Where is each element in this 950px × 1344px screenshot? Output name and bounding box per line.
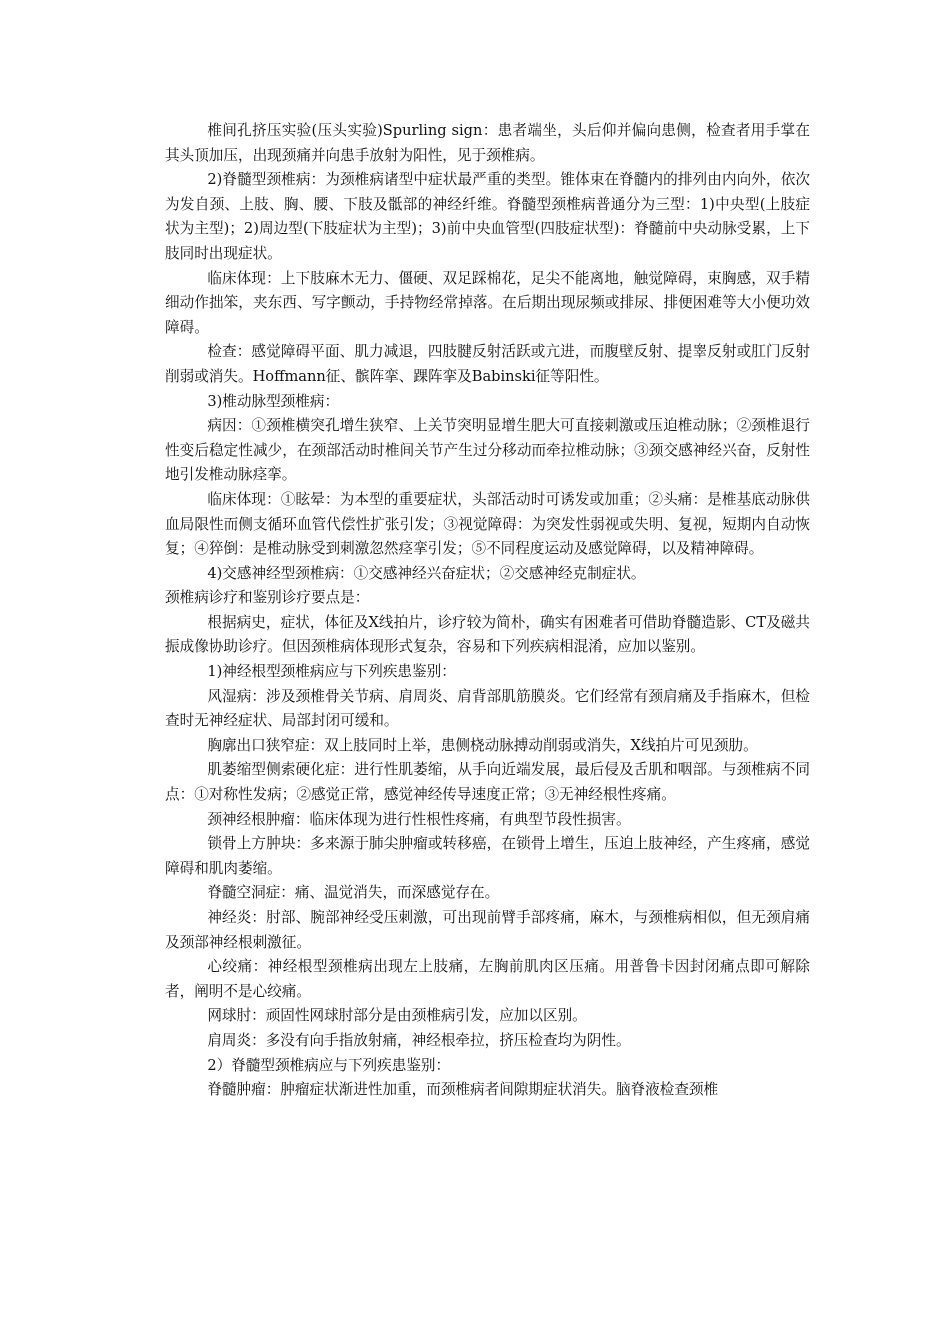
paragraph: 锁骨上方肿块：多来源于肺尖肿瘤或转移癌，在锁骨上增生，压迫上肢神经，产生疼痛，感觉障碍和肌肉萎缩。 bbox=[165, 835, 810, 877]
paragraph: 胸廓出口狭窄症：双上肢同时上举，患侧桡动脉搏动削弱或消失，X线拍片可见颈肋。 bbox=[207, 736, 758, 754]
paragraph: 临床体现：上下肢麻木无力、僵硬、双足踩棉花，足尖不能离地，触觉障碍，束胸感，双手精细动作拙笨，夹东西、写字颤动，手持物经常掉落。在后期出现尿频或排尿、排便困难等大小便功效障碍。 bbox=[165, 269, 810, 336]
paragraph: 2)脊髓型颈椎病：为颈椎病诸型中症状最严重的类型。锥体束在脊髓内的排列由内向外，依次为发自颈、上肢、胸、腰、下肢及骶部的神经纤维。脊髓型颈椎病普通分为三型：1)中央型(上肢症状为主型)；2)周边型(下肢症状为主型)；3)前中央血管型(四肢症状型)：脊髓前中央动脉受累，上下肢同时出现症状。 bbox=[165, 171, 810, 262]
paragraph: 肩周炎：多没有向手指放射痛，神经根牵拉，挤压检查均为阴性。 bbox=[207, 1031, 631, 1049]
paragraph: 风湿病：涉及颈椎骨关节病、肩周炎、肩背部肌筋膜炎。它们经常有颈肩痛及手指麻木，但检查时无神经症状、局部封闭可缓和。 bbox=[165, 687, 810, 730]
paragraph: 1)神经根型颈椎病应与下列疾患鉴别： bbox=[207, 663, 456, 681]
paragraph: 2）脊髓型颈椎病应与下列疾患鉴别： bbox=[207, 1056, 451, 1074]
paragraph: 脊髓肿瘤：肿瘤症状渐进性加重，而颈椎病者间隙期症状消失。脑脊液检查颈椎 bbox=[207, 1081, 719, 1099]
paragraph: 脊髓空洞症：痛、温觉消失，而深感觉存在。 bbox=[207, 884, 500, 902]
paragraph: 检查：感觉障碍平面、肌力减退，四肢腱反射活跃或亢进，而腹壁反射、提睾反射或肛门反射削弱或消失。Hoffmann征、髌阵挛、踝阵挛及Babinski征等阳性。 bbox=[165, 343, 810, 385]
paragraph: 颈神经根肿瘤：临床体现为进行性根性疼痛，有典型节段性损害。 bbox=[207, 810, 631, 828]
paragraph: 病因：①颈椎横突孔增生狭窄、上关节突明显增生肥大可直接刺激或压迫椎动脉；②颈椎退行性变后稳定性减少，在颈部活动时椎间关节产生过分移动而牵拉椎动脉；③颈交感神经兴奋，反射性地引发椎动脉痉挛。 bbox=[165, 417, 810, 484]
paragraph: 3)椎动脉型颈椎病： bbox=[207, 392, 340, 410]
paragraph: 椎间孔挤压实验(压头实验)Spurling sign：患者端坐，头后仰并偏向患侧，检查者用手掌在其头顶加压，出现颈痛并向患手放射为阳性，见于颈椎病。 bbox=[165, 122, 810, 164]
paragraph: 根据病史，症状，体征及X线拍片，诊疗较为简朴，确实有困难者可借助脊髓造影、CT及磁共振成像协助诊疗。但因颈椎病体现形式复杂，容易和下列疾病相混淆，应加以鉴别。 bbox=[165, 613, 810, 656]
paragraph: 4)交感神经型颈椎病：①交感神经兴奋症状；②交感神经克制症状。 bbox=[207, 564, 646, 582]
paragraph: 网球肘：顽固性网球肘部分是由颈椎病引发，应加以区别。 bbox=[207, 1007, 587, 1025]
paragraph: 临床体现：①眩晕：为本型的重要症状，头部活动时可诱发或加重；②头痛：是椎基底动脉供血局限性而侧支循环血管代偿性扩张引发；③视觉障碍：为突发性弱视或失明、复视，短期内自动恢复；④猝倒：是椎动脉受到刺激忽然痉挛引发；⑤不同程度运动及感觉障碍，以及精神障碍。 bbox=[165, 490, 810, 558]
paragraph: 颈椎病诊疗和鉴别诊疗要点是： bbox=[165, 589, 370, 607]
paragraph: 肌萎缩型侧索硬化症：进行性肌萎缩，从手向近端发展，最后侵及舌肌和咽部。与颈椎病不同点：①对称性发病；②感觉正常，感觉神经传导速度正常；③无神经根性疼痛。 bbox=[165, 761, 810, 804]
paragraph: 心绞痛：神经根型颈椎病出现左上肢痛，左胸前肌肉区压痛。用普鲁卡因封闭痛点即可解除者，阐明不是心绞痛。 bbox=[165, 958, 810, 1000]
document-body bbox=[165, 119, 810, 1103]
paragraph: 神经炎：肘部、腕部神经受压刺激，可出现前臂手部疼痛，麻木，与颈椎病相似，但无颈肩痛及颈部神经根刺激征。 bbox=[165, 909, 810, 951]
